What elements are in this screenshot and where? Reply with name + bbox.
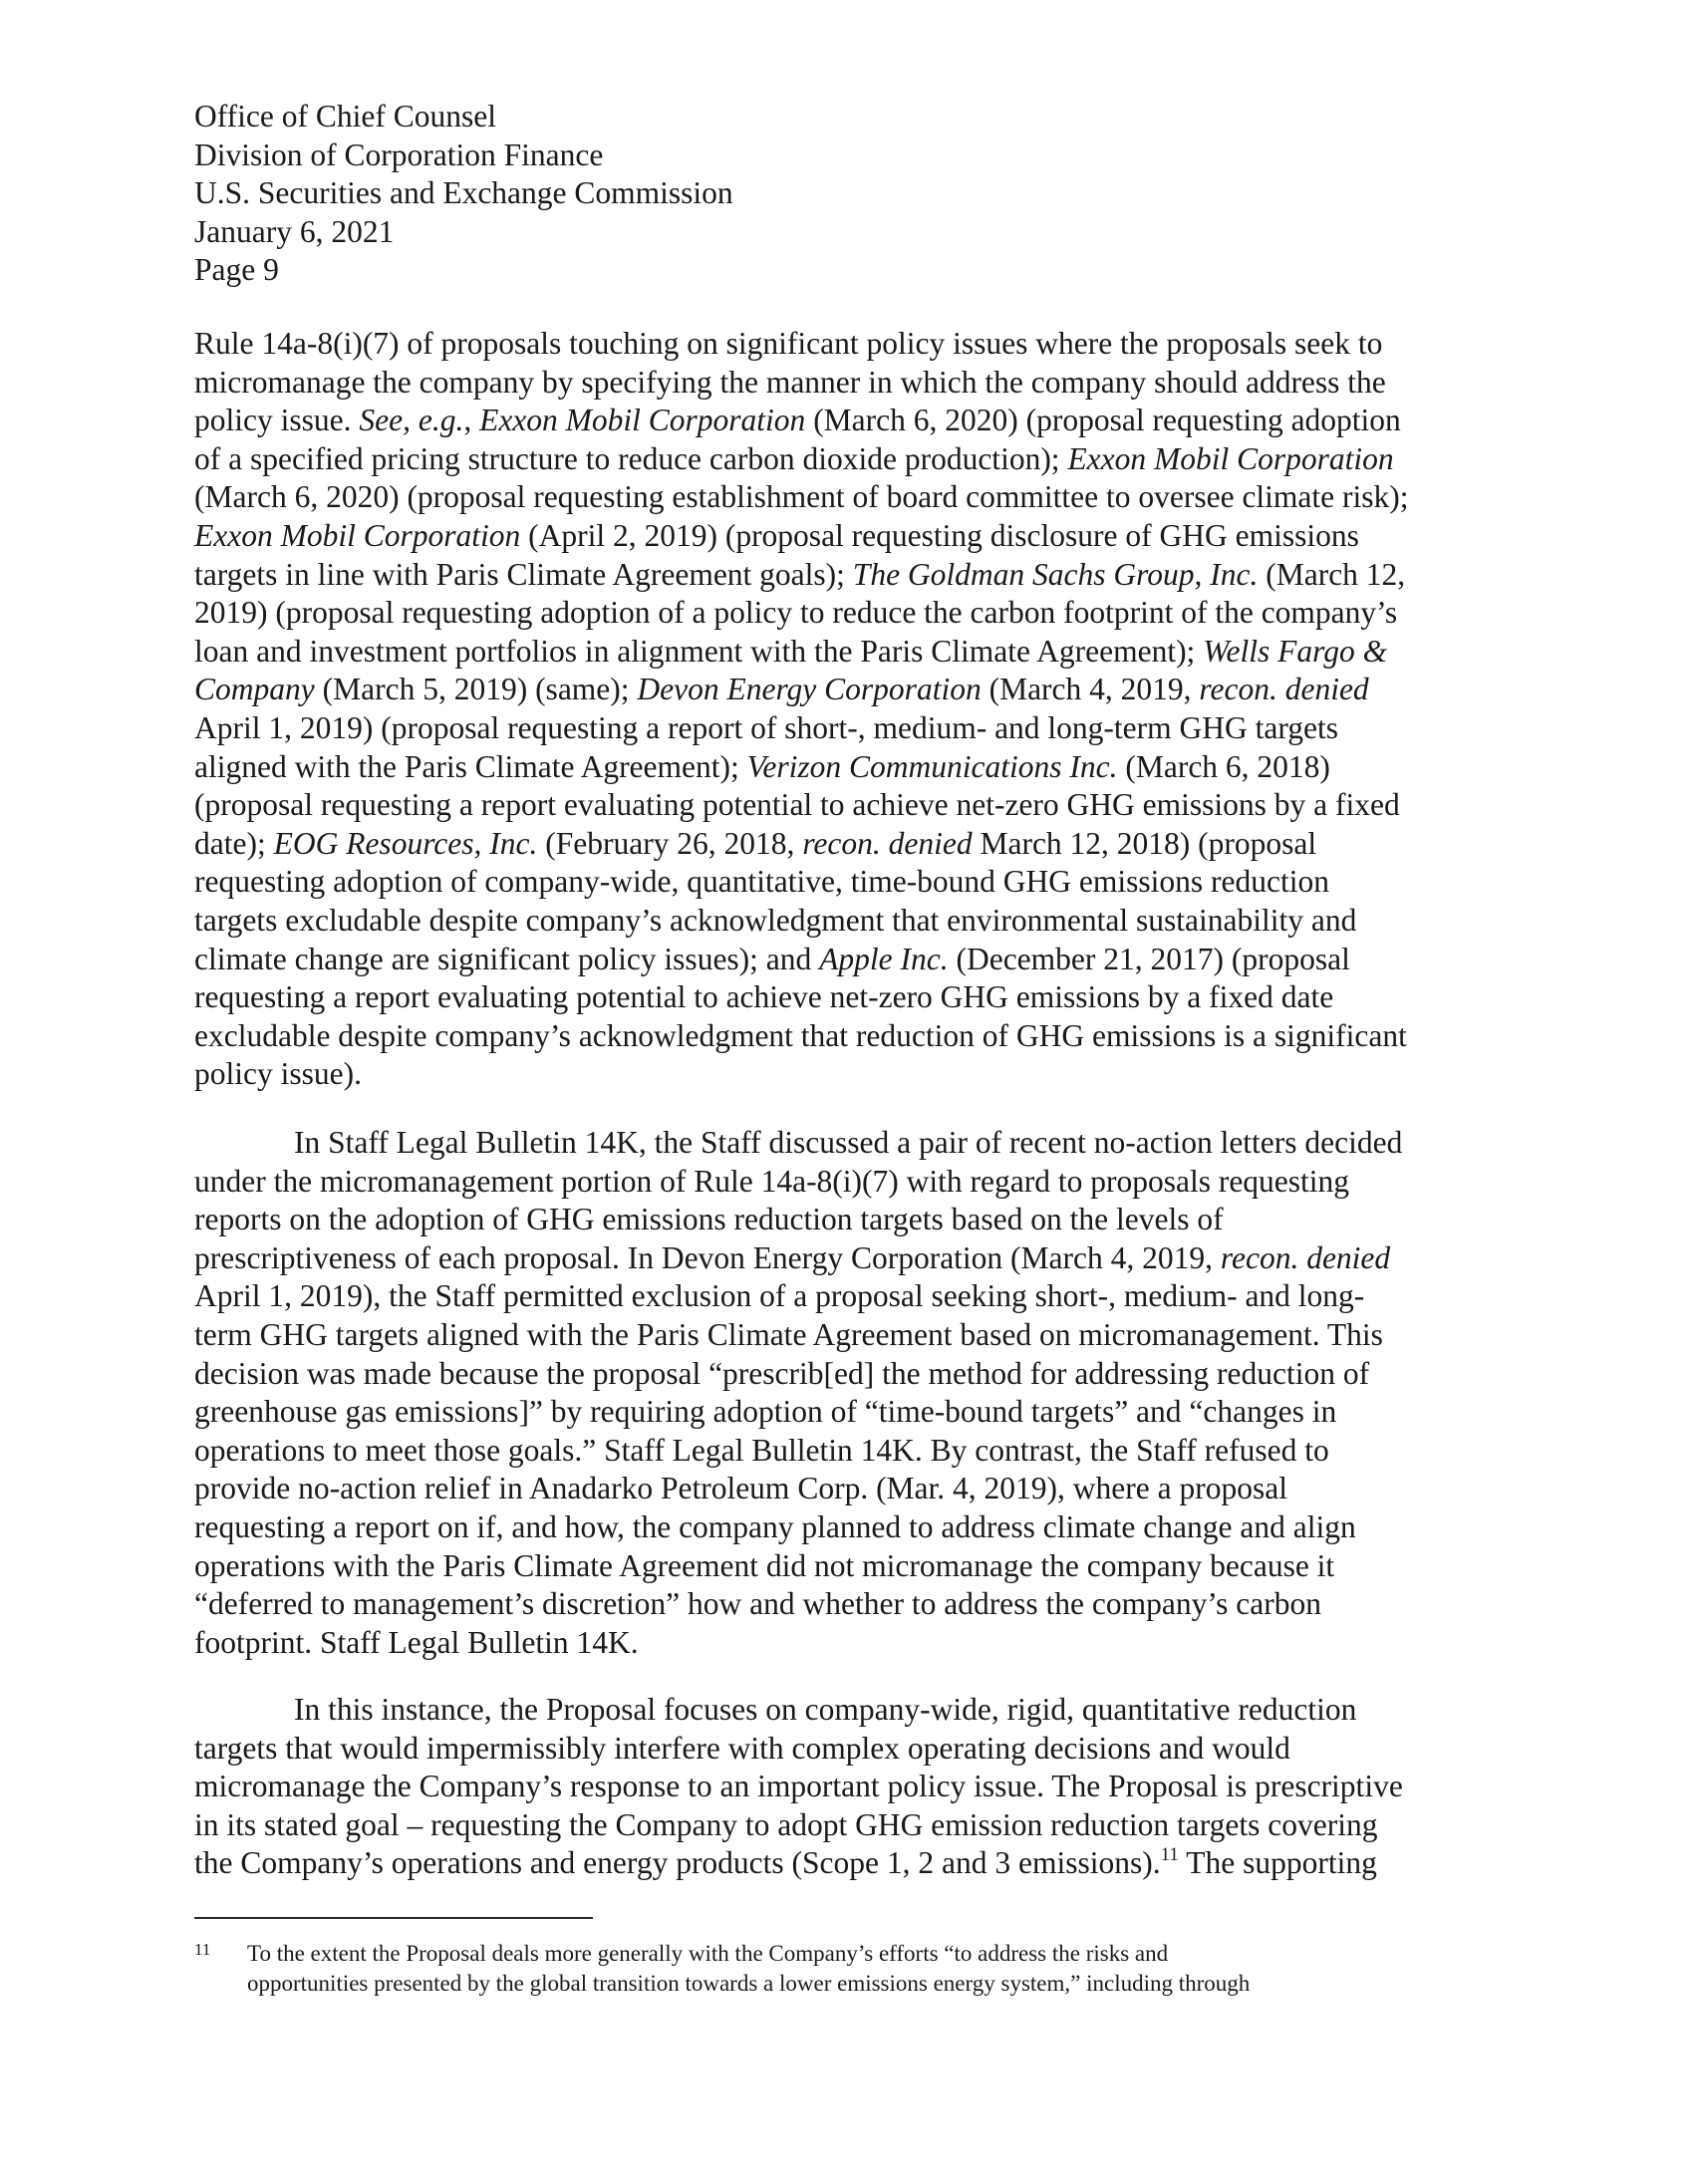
case-name: Devon Energy Corporation (637, 672, 982, 707)
text-line: in its stated goal – requesting the Company to adopt GHG emission reduction targets covering (194, 1806, 1378, 1842)
text-line: Exxon Mobil Corporation (April 2, 2019) (proposal requesting disclosure of GHG emissions (194, 517, 1359, 553)
text-line: operations to meet those goals.” Staff Legal Bulletin 14K. By contrast, the Staff refused to (194, 1432, 1329, 1468)
text-line: of a specified pricing structure to reduce carbon dioxide production); Exxon Mobil Corporation (194, 440, 1394, 476)
text-line: requesting a report evaluating potential to achieve net-zero GHG emissions by a fixed date (194, 979, 1334, 1015)
footnote-text (247, 1939, 1250, 1999)
text-line: loan and investment portfolios in alignment with the Paris Climate Agreement); Wells Fargo & (194, 633, 1388, 669)
text-line: reports on the adoption of GHG emissions reduction targets based on the levels of (194, 1202, 1224, 1237)
case-name: Apple Inc. (819, 941, 949, 976)
text-line: under the micromanagement portion of Rule 14a-8(i)(7) with regard to proposals requesting (194, 1163, 1350, 1199)
text-line: requesting a report on if, and how, the company planned to address climate change and align (194, 1508, 1356, 1544)
paragraph-proposal-analysis (194, 1691, 1490, 1883)
text-line: the Company’s operations and energy products (Scope 1, 2 and 3 emissions).$^{11}$ The supporting (194, 1844, 1377, 1881)
case-name: Wells Fargo & (1203, 633, 1388, 669)
case-name: Verizon Communications Inc. (746, 748, 1118, 784)
footnote-separator (194, 1917, 593, 1919)
footnote-number: 11 (194, 1940, 211, 1959)
text-line: provide no-action relief in Anadarko Petroleum Corp. (Mar. 4, 2019), where a proposal (194, 1471, 1287, 1506)
text-line: operations with the Paris Climate Agreement did not micromanage the company because it (194, 1547, 1335, 1583)
text-line: targets excludable despite company’s acknowledgment that environmental sustainability and (194, 902, 1357, 938)
text-line: (proposal requesting a report evaluating potential to achieve net-zero GHG emissions by a fixed (194, 787, 1400, 823)
citation-note: recon. denied (1220, 1239, 1391, 1275)
text-line: (March 6, 2020) (proposal requesting establishment of board committee to oversee climate risk); (194, 479, 1409, 515)
header-recipient-office: Office of Chief Counsel (194, 99, 496, 134)
letter-header (194, 98, 733, 290)
paragraph-precedents (194, 325, 1490, 1094)
case-name: Company (194, 672, 315, 707)
text-line: term GHG targets aligned with the Paris Climate Agreement based on micromanagement. This (194, 1316, 1383, 1352)
text-line: targets in line with Paris Climate Agreement goals); The Goldman Sachs Group, Inc. (March 12, (194, 556, 1406, 592)
header-recipient-agency: U.S. Securities and Exchange Commission (194, 175, 733, 210)
paragraph-staff-legal-bulletin (194, 1124, 1490, 1662)
case-name: Exxon Mobil Corporation (194, 517, 521, 553)
text-line: footprint. Staff Legal Bulletin 14K. (194, 1624, 639, 1660)
text-line: opportunities presented by the global transition towards a lower emissions energy system,” including through (247, 1971, 1251, 1996)
header-recipient-division: Division of Corporation Finance (194, 136, 604, 172)
text-line: aligned with the Paris Climate Agreement); Verizon Communications Inc. (March 6, 2018) (194, 748, 1330, 784)
text-line: greenhouse gas emissions]” by requiring adoption of “time-bound targets” and “changes in (194, 1394, 1337, 1430)
text-line: date); EOG Resources, Inc. (February 26, 2018, recon. denied March 12, 2018) (proposal (194, 825, 1317, 861)
text-line: To the extent the Proposal deals more generally with the Company’s efforts “to address the risks and (247, 1941, 1169, 1966)
text-line: climate change are significant policy issues); and Apple Inc. (December 21, 2017) (proposal (194, 941, 1350, 976)
header-page-number: Page 9 (194, 252, 279, 287)
text-line: “deferred to management’s discretion” how and whether to address the company’s carbon (194, 1586, 1321, 1622)
case-name: Exxon Mobil Corporation (1067, 440, 1394, 476)
text-line: April 1, 2019) (proposal requesting a report of short-, medium- and long-term GHG targets (194, 709, 1339, 745)
text-line: 2019) (proposal requesting adoption of a policy to reduce the carbon footprint of the company’s (194, 595, 1398, 631)
text-line: micromanage the Company’s response to an important policy issue. The Proposal is prescriptive (194, 1769, 1403, 1804)
text-line: April 1, 2019), the Staff permitted exclusion of a proposal seeking short-, medium- and long- (194, 1278, 1365, 1314)
header-date: January 6, 2021 (194, 213, 395, 249)
citation-note: recon. denied (1199, 672, 1369, 707)
citation-signal: See, e.g. (359, 403, 464, 438)
text-line: In this instance, the Proposal focuses on company-wide, rigid, quantitative reduction (294, 1692, 1357, 1727)
text-line: decision was made because the proposal “prescrib[ed] the method for addressing reduction of (194, 1355, 1370, 1391)
text-line: policy issue. See, e.g., Exxon Mobil Corporation (March 6, 2020) (proposal requesting adoption (194, 403, 1401, 438)
citation-note: recon. denied (802, 825, 973, 861)
case-name: The Goldman Sachs Group, Inc. (852, 556, 1259, 592)
case-name: EOG Resources, Inc. (273, 825, 538, 861)
case-name: Exxon Mobil Corporation (479, 403, 806, 438)
text-line: micromanage the company by specifying the manner in which the company should address the (194, 364, 1386, 400)
text-line: requesting adoption of company-wide, quantitative, time-bound GHG emissions reduction (194, 864, 1330, 900)
text-line: Company (March 5, 2019) (same); Devon Energy Corporation (March 4, 2019, recon. denied (194, 672, 1369, 707)
text-line: Rule 14a-8(i)(7) of proposals touching on significant policy issues where the proposals seek to (194, 326, 1383, 361)
footnote-reference[interactable]: 11 (1160, 1844, 1179, 1866)
text-line: targets that would impermissibly interfere with complex operating decisions and would (194, 1730, 1290, 1766)
text-line: excludable despite company’s acknowledgment that reduction of GHG emissions is a significant (194, 1017, 1407, 1053)
text-line: In Staff Legal Bulletin 14K, the Staff discussed a pair of recent no-action letters decided (294, 1125, 1403, 1160)
text-line: policy issue). (194, 1056, 362, 1092)
text-line: prescriptiveness of each proposal. In Devon Energy Corporation (March 4, 2019, recon. denied (194, 1239, 1391, 1275)
